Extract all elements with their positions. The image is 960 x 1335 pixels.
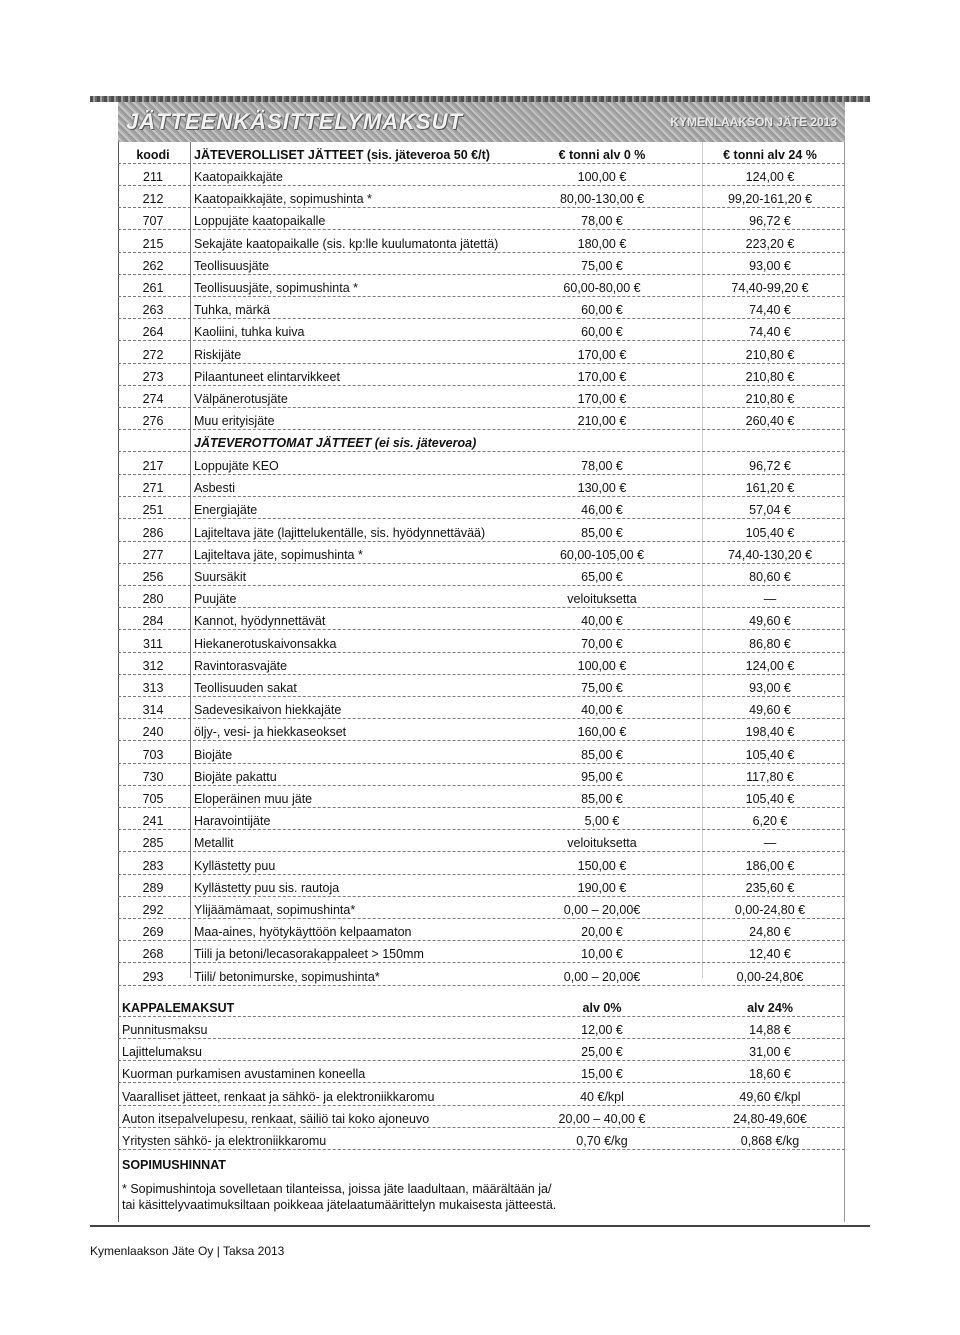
table-row (118, 919, 845, 941)
kappale-title: KAPPALEMAKSUT (122, 1001, 235, 1015)
row-p0: 65,00 € (581, 570, 623, 584)
row-desc: Maa-aines, hyötykäyttöön kelpaamaton (194, 925, 412, 940)
row-code: 217 (142, 459, 164, 473)
row-p24: 24,80 € (749, 925, 791, 940)
table-row (118, 830, 845, 852)
bottom-rule (90, 1225, 870, 1227)
table-row (118, 275, 845, 297)
table-row (118, 586, 845, 608)
subheader-row (118, 430, 845, 452)
row-p0: 170,00 € (577, 392, 627, 406)
row-desc: Biojäte pakattu (194, 769, 277, 784)
row-p24: 86,80 € (749, 636, 791, 651)
row-p0: 78,00 € (581, 214, 623, 229)
row-desc: Haravointijäte (194, 814, 271, 829)
row-desc: Sekajäte kaatopaikalle (sis. kp:lle kuulumatonta jätettä) (194, 236, 499, 251)
row-p24: 210,80 € (745, 392, 795, 406)
row-p0: 0,70 €/kg (576, 1134, 628, 1148)
row-code: 276 (142, 414, 164, 429)
row-desc: Ylijäämämaat, sopimushinta* (194, 903, 356, 917)
row-p24: 198,40 € (745, 725, 795, 740)
row-desc: Teollisuusjäte, sopimushinta * (194, 281, 358, 295)
table-row (118, 1017, 845, 1039)
row-p24: 74,40 € (749, 303, 791, 318)
row-p0: 46,00 € (581, 503, 623, 518)
row-p0: veloituksetta (567, 592, 637, 607)
row-code: 293 (142, 969, 164, 984)
row-desc: Metallit (194, 836, 234, 851)
header-code: koodi (136, 148, 170, 162)
row-desc: Pilaantuneet elintarvikkeet (194, 369, 340, 384)
row-desc: Hiekanerotuskaivonsakka (194, 636, 337, 651)
row-p0: 40 €/kpl (580, 1089, 624, 1104)
row-p0: 85,00 € (581, 525, 623, 540)
page-footer: Kymenlaakson Jäte Oy | Taksa 2013 (90, 1244, 285, 1258)
row-code: 211 (143, 170, 163, 184)
row-desc: Tuhka, märkä (194, 303, 270, 318)
row-desc: Kaoliini, tuhka kuiva (194, 325, 305, 340)
row-desc: Lajiteltava jäte, sopimushinta * (194, 547, 363, 562)
row-code: 313 (142, 681, 164, 695)
banner-right-text: KYMENLAAKSON JÄTE 2013 (670, 115, 837, 129)
row-p0: 80,00-130,00 € (559, 192, 645, 207)
row-p24: 0,00-24,80 € (734, 903, 806, 917)
table-row (118, 520, 845, 542)
row-p0: 12,00 € (581, 1023, 623, 1037)
row-p0: 60,00-105,00 € (559, 547, 645, 562)
row-code: 707 (142, 214, 164, 229)
header-price-alv0: € tonni alv 0 % (558, 148, 646, 162)
row-desc: Loppujäte kaatopaikalle (194, 214, 326, 229)
table-row (118, 542, 845, 564)
row-p24: 96,72 € (749, 459, 791, 473)
row-code: 273 (142, 369, 164, 384)
row-p24: 96,72 € (749, 214, 791, 229)
row-p24: 235,60 € (745, 880, 795, 895)
table-row (118, 1039, 845, 1061)
row-p0: 0,00 – 20,00€ (563, 903, 641, 917)
table-row (118, 786, 845, 808)
row-code: 289 (142, 880, 164, 895)
table-row (118, 408, 845, 430)
row-p0: 60,00 € (581, 325, 623, 340)
row-p0: 170,00 € (577, 369, 627, 384)
row-code: 268 (142, 947, 164, 962)
banner-title: JÄTTEENKÄSITTELYMAKSUT (126, 109, 463, 134)
row-code: 240 (142, 725, 164, 740)
footnote-line-1: * Sopimushintoja sovelletaan tilanteissa, joissa jäte laadultaan, määrältään ja/ (122, 1182, 552, 1196)
row-desc: Punnitusmaksu (122, 1023, 208, 1037)
row-p0: 20,00 – 40,00 € (558, 1111, 646, 1126)
row-desc: Puujäte (194, 592, 237, 607)
row-p24: 105,40 € (745, 792, 795, 806)
row-code: 262 (142, 258, 164, 273)
row-p0: 130,00 € (577, 481, 627, 496)
row-desc: Tiili ja betoni/lecasorakappaleet > 150mm (194, 947, 424, 962)
row-desc: Välpänerotusjäte (194, 392, 288, 406)
row-code: 730 (142, 769, 164, 784)
row-code: 269 (142, 925, 164, 940)
table-row (118, 319, 845, 341)
row-code: 261 (142, 281, 164, 295)
row-desc: Teollisuuden sakat (194, 681, 297, 695)
row-p24: — (763, 836, 777, 851)
table-row (118, 231, 845, 253)
table-row (118, 808, 845, 830)
table-row (118, 453, 845, 475)
row-desc: Ravintorasvajäte (194, 658, 288, 673)
row-desc: Kyllästetty puu sis. rautoja (194, 880, 340, 895)
row-desc: Lajiteltava jäte (lajittelukentälle, sis. hyödynnettävää) (194, 525, 486, 540)
row-code: 274 (142, 392, 164, 406)
table-row (118, 897, 845, 919)
table-row (118, 364, 845, 386)
row-p0: 75,00 € (581, 258, 623, 273)
row-p24: 210,80 € (745, 347, 795, 362)
row-code: 263 (142, 303, 164, 318)
table-row (118, 608, 845, 630)
row-desc: Eloperäinen muu jäte (194, 792, 313, 806)
row-code: 241 (142, 814, 164, 829)
title-banner (118, 102, 845, 142)
table-row (118, 675, 845, 697)
sopimus-title: SOPIMUSHINNAT (122, 1158, 226, 1172)
table-header (118, 142, 845, 164)
row-p24: 31,00 € (749, 1045, 791, 1060)
row-desc: Loppujäte KEO (194, 459, 279, 473)
row-desc: Kaatopaikkajäte (194, 170, 283, 184)
row-p24: 18,60 € (749, 1067, 791, 1082)
row-p24: 74,40 € (749, 325, 791, 340)
row-desc: Kuorman purkamisen avustaminen koneella (122, 1067, 366, 1082)
row-p0: 78,00 € (581, 459, 623, 473)
row-code: 286 (142, 525, 164, 540)
footnote-line-2: tai käsittelyvaatimuksiltaan poikkeaa jätelaatumäärittelyn mukaisesta jätteestä. (122, 1198, 557, 1212)
row-p0: 150,00 € (577, 858, 627, 873)
row-p0: 25,00 € (581, 1045, 623, 1060)
row-p0: 0,00 – 20,00€ (563, 969, 641, 984)
row-p24: 93,00 € (749, 681, 791, 695)
row-p24: 49,60 € (749, 703, 791, 718)
row-desc: Vaaralliset jätteet, renkaat ja sähkö- ja elektroniikkaromu (122, 1089, 435, 1104)
row-code: 292 (142, 903, 164, 917)
row-p0: 20,00 € (581, 925, 623, 940)
row-code: 312 (142, 658, 164, 673)
table-row (118, 631, 845, 653)
row-p0: veloituksetta (567, 836, 637, 851)
row-desc: Kannot, hyödynnettävät (194, 614, 326, 629)
table-row (118, 875, 845, 897)
row-code: 280 (142, 592, 164, 607)
row-code: 311 (143, 636, 163, 651)
header-price-alv24: € tonni alv 24 % (723, 148, 817, 162)
row-desc: Suursäkit (194, 570, 247, 584)
row-p24: 0,868 €/kg (740, 1134, 800, 1148)
row-code: 256 (142, 570, 164, 584)
row-p0: 60,00-80,00 € (563, 281, 641, 295)
row-p24: 186,00 € (745, 858, 795, 873)
row-p24: 124,00 € (745, 658, 795, 673)
row-p0: 160,00 € (577, 725, 627, 740)
row-desc: Biojäte (194, 747, 233, 762)
row-desc: Kaatopaikkajäte, sopimushinta * (194, 192, 372, 207)
row-code: 283 (142, 858, 164, 873)
row-p0: 60,00 € (581, 303, 623, 318)
row-desc: Yritysten sähkö- ja elektroniikkaromu (122, 1134, 327, 1148)
row-p0: 15,00 € (581, 1067, 623, 1082)
row-p24: 105,40 € (745, 747, 795, 762)
table-row (118, 342, 845, 364)
row-p0: 85,00 € (581, 792, 623, 806)
table-row (118, 164, 845, 186)
row-desc: öljy-, vesi- ja hiekkaseokset (194, 725, 347, 740)
table-row (118, 964, 845, 986)
sopimus-header (118, 1152, 845, 1174)
row-p24: 6,20 € (752, 814, 788, 829)
row-p0: 10,00 € (581, 947, 623, 962)
table-row (118, 253, 845, 275)
row-code: 314 (142, 703, 164, 718)
table-row (118, 297, 845, 319)
row-p24: — (763, 592, 777, 607)
table-row (118, 564, 845, 586)
row-code: 705 (142, 792, 164, 806)
row-code: 277 (142, 547, 164, 562)
row-code: 251 (142, 503, 164, 518)
row-p24: 210,80 € (745, 369, 795, 384)
row-desc: Sadevesikaivon hiekkajäte (194, 703, 342, 718)
row-p0: 100,00 € (577, 170, 627, 184)
table-row (118, 653, 845, 675)
kappale-alv24: alv 24% (747, 1001, 793, 1015)
table-row (118, 941, 845, 963)
row-p0: 40,00 € (581, 614, 623, 629)
footnote (122, 1181, 556, 1213)
table-row (118, 697, 845, 719)
row-p24: 49,60 €/kpl (739, 1089, 801, 1104)
row-p0: 190,00 € (577, 880, 627, 895)
row-p0: 70,00 € (581, 636, 623, 651)
row-p24: 93,00 € (749, 258, 791, 273)
table-row (118, 208, 845, 230)
row-desc: Lajittelumaksu (122, 1045, 202, 1060)
row-code: 703 (142, 747, 164, 762)
row-p24: 0,00-24,80€ (736, 969, 804, 984)
row-p0: 95,00 € (581, 769, 623, 784)
row-p0: 40,00 € (581, 703, 623, 718)
row-code: 264 (142, 325, 164, 340)
row-desc: Asbesti (194, 481, 235, 496)
row-p0: 5,00 € (584, 814, 620, 829)
row-desc: Tiili/ betonimurske, sopimushinta* (194, 969, 380, 984)
row-p24: 124,00 € (745, 170, 795, 184)
kappale-alv0: alv 0% (582, 1001, 622, 1015)
table-row (118, 186, 845, 208)
table-row (118, 1084, 845, 1106)
row-p24: 14,88 € (749, 1023, 791, 1037)
row-desc: Riskijäte (194, 347, 242, 362)
table-row (118, 497, 845, 519)
row-p24: 260,40 € (745, 414, 795, 429)
kappale-header (118, 995, 845, 1017)
row-desc: Auton itsepalvelupesu, renkaat, säiliö tai koko ajoneuvo (122, 1111, 430, 1126)
row-p24: 161,20 € (745, 481, 795, 496)
row-p0: 180,00 € (577, 236, 627, 251)
row-desc: Kyllästetty puu (194, 858, 276, 873)
row-p0: 75,00 € (581, 681, 623, 695)
table-row (118, 475, 845, 497)
row-code: 271 (142, 481, 164, 496)
table-row (118, 742, 845, 764)
row-code: 284 (142, 614, 164, 629)
table-row (118, 764, 845, 786)
row-p0: 85,00 € (581, 747, 623, 762)
table-row (118, 1106, 845, 1128)
row-p24: 223,20 € (745, 236, 795, 251)
row-p24: 80,60 € (749, 570, 791, 584)
row-code: 272 (142, 347, 164, 362)
row-p24: 57,04 € (749, 503, 791, 518)
row-code: 212 (142, 192, 164, 207)
row-p24: 117,80 € (746, 769, 794, 784)
subheader-untaxed: JÄTEVEROTTOMAT JÄTTEET (ei sis. jäteveroa) (194, 436, 477, 450)
row-code: 215 (142, 236, 164, 251)
row-desc: Teollisuusjäte (194, 258, 270, 273)
row-p24: 74,40-99,20 € (731, 281, 809, 295)
table-row (118, 386, 845, 408)
table-row (118, 719, 845, 741)
row-desc: Energiajäte (194, 503, 258, 518)
row-p0: 210,00 € (577, 414, 627, 429)
row-p24: 99,20-161,20 € (727, 192, 813, 207)
table-row (118, 1128, 845, 1150)
table-row (118, 1061, 845, 1083)
table-row (118, 853, 845, 875)
row-p0: 170,00 € (577, 347, 627, 362)
row-p24: 105,40 € (745, 525, 795, 540)
row-p24: 74,40-130,20 € (727, 547, 813, 562)
row-p24: 49,60 € (749, 614, 791, 629)
row-p24: 12,40 € (749, 947, 791, 962)
header-desc: JÄTEVEROLLISET JÄTTEET (sis. jäteveroa 50 €/t) (194, 148, 490, 162)
row-p24: 24,80-49,60€ (733, 1111, 807, 1126)
row-p0: 100,00 € (577, 658, 627, 673)
row-desc: Muu erityisjäte (194, 414, 275, 429)
row-code: 285 (142, 836, 164, 851)
